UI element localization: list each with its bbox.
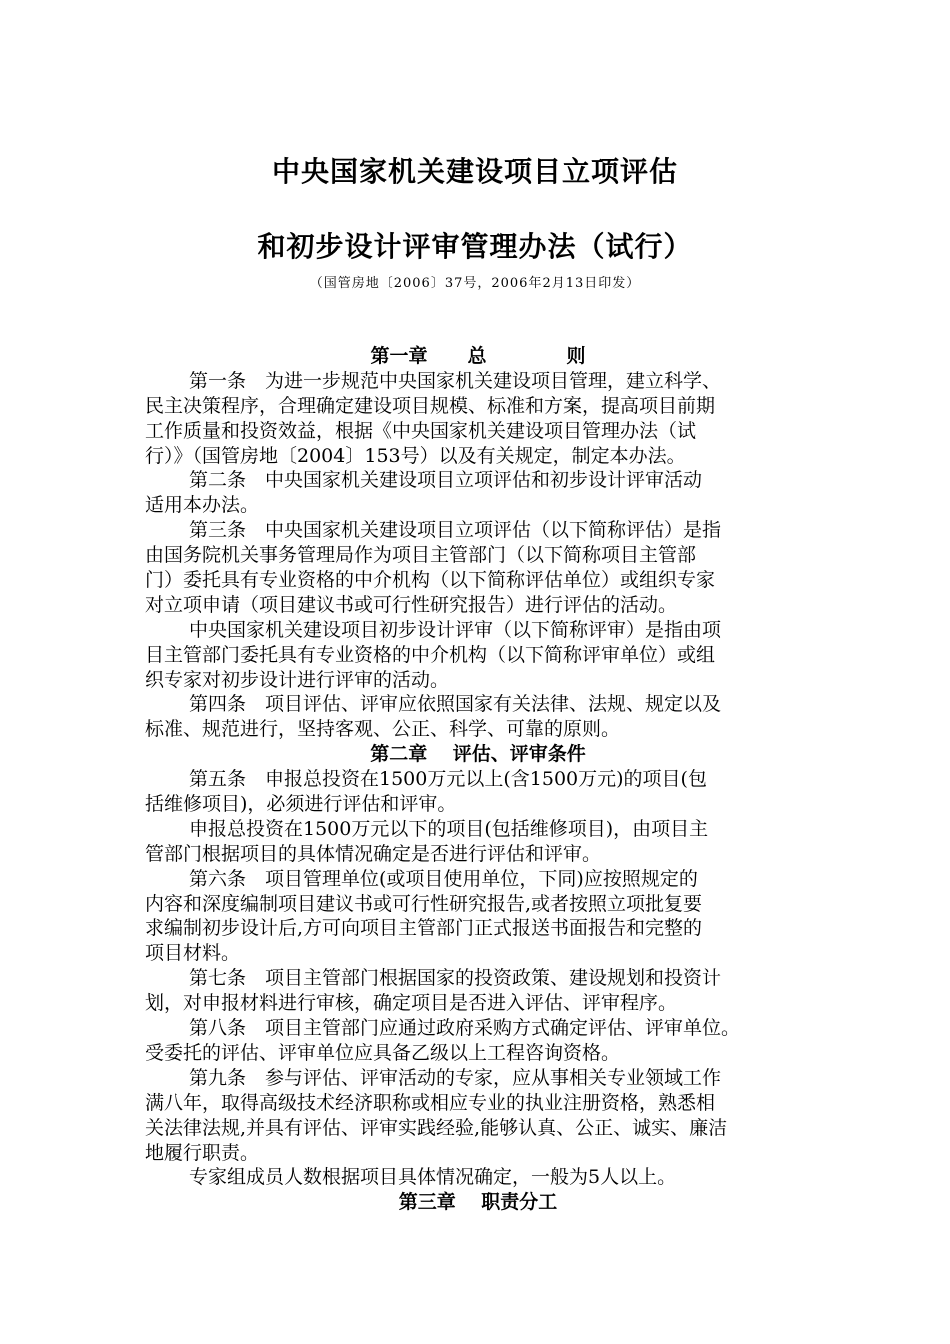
chapter-heading-1: 第一章 总 则 (370, 345, 586, 367)
text-line: 受委托的评估、评审单位应具备乙级以上工程咨询资格。 (145, 1041, 621, 1064)
chapter-heading-2: 第二章 评估、评审条件 (370, 743, 586, 766)
text-line: 管部门根据项目的具体情况确定是否进行评估和评审。 (145, 842, 602, 865)
document-subtitle: （国管房地〔2006〕37号，2006年2月13日印发） (309, 276, 641, 291)
document-body (145, 344, 811, 1215)
text-line: 关法律法规,并具有评估、评审实践经验,能够认真、公正、诚实、廉洁 (145, 1116, 728, 1139)
document-title-line2: 和初步设计评审管理办法（试行） (257, 230, 693, 263)
text-line: 目主管部门委托具有专业资格的中介机构（以下简称评审单位）或组 (145, 643, 716, 666)
text-line: 划，对申报材料进行审核，确定项目是否进入评估、评审程序。 (145, 992, 678, 1015)
text-line: 工作质量和投资效益，根据《中央国家机关建设项目管理办法（试 (145, 419, 697, 442)
text-line: 第一条 为进一步规范中央国家机关建设项目管理，建立科学、 (189, 369, 722, 392)
text-line: 行）》（国管房地〔2004〕153号）以及有关规定，制定本办法。 (145, 444, 686, 467)
text-line: 中央国家机关建设项目初步设计评审（以下简称评审）是指由项 (189, 618, 722, 641)
chapter-heading-3: 第三章 职责分工 (398, 1191, 558, 1214)
text-line: 求编制初步设计后,方可向项目主管部门正式报送书面报告和完整的 (145, 917, 703, 940)
text-line: 门）委托具有专业资格的中介机构（以下简称评估单位）或组织专家 (145, 569, 716, 592)
text-line: 对立项申请（项目建议书或可行性研究报告）进行评估的活动。 (145, 593, 678, 616)
document-title-line1: 中央国家机关建设项目立项评估 (271, 155, 678, 188)
text-line: 民主决策程序，合理确定建设项目规模、标准和方案，提高项目前期 (145, 394, 716, 417)
text-line: 第四条 项目评估、评审应依照国家有关法律、法规、规定以及 (189, 693, 722, 716)
text-line: 第二条 中央国家机关建设项目立项评估和初步设计评审活动 (189, 469, 703, 492)
text-line: 申报总投资在1500万元以下的项目(包括维修项目)，由项目主 (189, 817, 709, 840)
text-line: 第七条 项目主管部门根据国家的投资政策、建设规划和投资计 (189, 967, 722, 990)
text-line: 第六条 项目管理单位(或项目使用单位，下同)应按照规定的 (189, 867, 698, 890)
text-line: 由国务院机关事务管理局作为项目主管部门（以下简称项目主管部 (145, 544, 697, 567)
text-line: 第五条 申报总投资在1500万元以上(含1500万元)的项目(包 (189, 768, 707, 791)
text-line: 地履行职责。 (145, 1141, 260, 1164)
text-line: 标准、规范进行，坚持客观、公正、科学、可靠的原则。 (145, 718, 621, 741)
text-line: 专家组成员人数根据项目具体情况确定，一般为5人以上。 (189, 1166, 677, 1189)
text-line: 括维修项目)，必须进行评估和评审。 (145, 793, 457, 816)
text-line: 第九条 参与评估、评审活动的专家，应从事相关专业领域工作 (189, 1066, 722, 1089)
text-line: 第八条 项目主管部门应通过政府采购方式确定评估、评审单位。 (189, 1017, 741, 1040)
text-line: 项目材料。 (145, 942, 241, 965)
text-line: 织专家对初步设计进行评审的活动。 (145, 668, 450, 691)
text-line: 第三条 中央国家机关建设项目立项评估（以下简称评估）是指 (189, 519, 722, 542)
text-line: 满八年，取得高级技术经济职称或相应专业的执业注册资格，熟悉相 (145, 1091, 716, 1114)
text-line: 内容和深度编制项目建议书或可行性研究报告,或者按照立项批复要 (145, 892, 703, 915)
text-line: 适用本办法。 (145, 494, 260, 517)
